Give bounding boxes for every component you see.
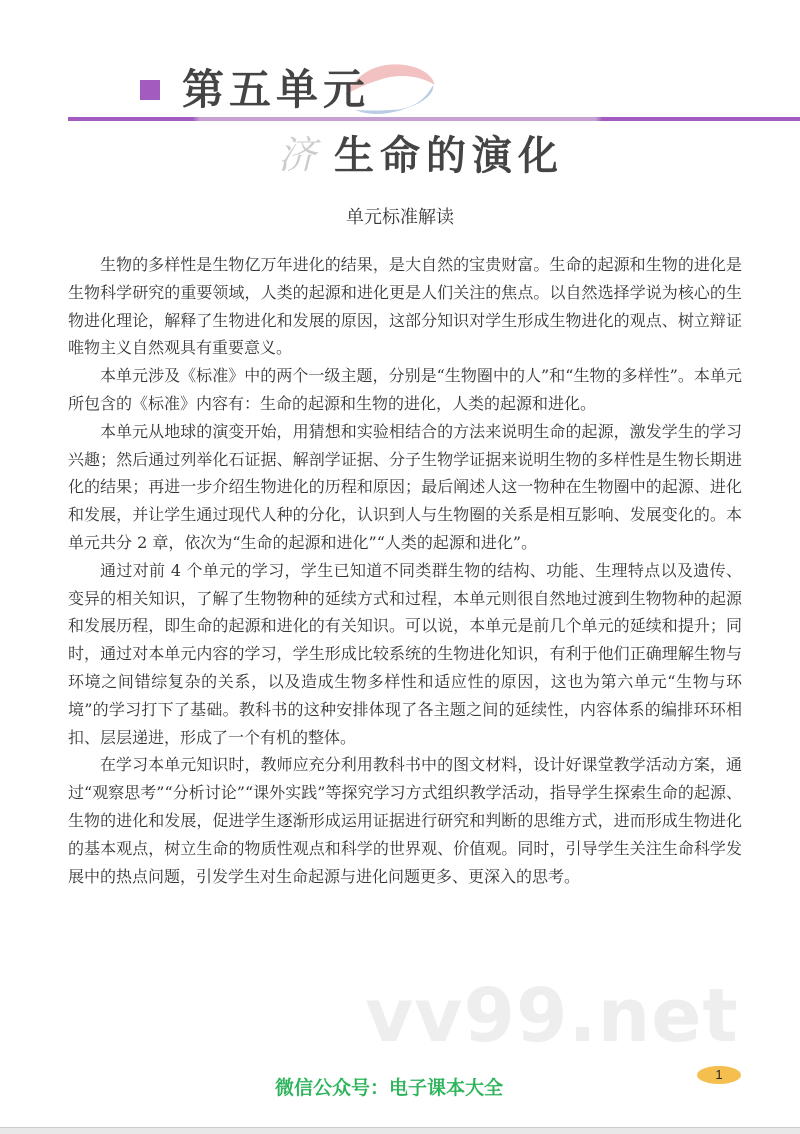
page-number: 1 [697,1066,741,1084]
unit-marker-square [140,80,160,100]
site-watermark: vv99.net [365,973,739,1059]
unit-title: 生命的演化 [334,133,564,179]
body-text [68,251,742,890]
ghost-watermark-text: 济 [278,133,317,177]
paragraph: 生物的多样性是生物亿万年进化的结果，是大自然的宝贵财富。生命的起源和生物的进化是生物科学研究的重要领域，人类的起源和进化更是人们关注的焦点。以自然选择学说为核心的生物进化理论，解释了生物进化和发展的原因，这部分知识对学生形成生物进化的观点、树立辩证唯物主义自然观具有重要意义。 [68,255,742,358]
unit-label: 第五单元 [182,65,371,114]
paragraph: 本单元从地球的演变开始，用猜想和实验相结合的方法来说明生命的起源，激发学生的学习兴趣；然后通过列举化石证据、解剖学证据、分子生物学证据来说明生物的多样性是生物长期进化的结果；再进一步介绍生物进化的历程和原因；最后阐述人这一物种在生物圈中的起源、进化和发展，并让学生通过现代人种的分化，认识到人与生物圈的关系是相互影响、发展变化的。本单元共分 2 章，依次为“生命的起源和进化”“人类的起源和进化”。 [68,421,742,552]
header-divider [68,117,800,121]
paragraph: 本单元涉及《标准》中的两个一级主题，分别是“生物圈中的人”和“生物的多样性”。本单元所包含的《标准》内容有：生命的起源和生物的进化，人类的起源和进化。 [68,366,742,413]
footer-text: 微信公众号：电子课本大全 [275,1077,504,1099]
paragraph: 通过对前 4 个单元的学习，学生已知道不同类群生物的结构、功能、生理特点以及遗传、变异的相关知识，了解了生物物种的延续方式和过程，本单元则很自然地过渡到生物物种的起源和发展历程，即生命的起源和进化的有关知识。可以说，本单元是前几个单元的延续和提升；同时，通过对本单元内容的学习，学生形成比较系统的生物进化知识，有利于他们正确理解生物与环境之间错综复杂的关系，以及造成生物多样性和适应性的原因，这也为第六单元“生物与环境”的学习打下了基础。教科书的这种安排体现了各主题之间的延续性，内容体系的编排环环相扣、层层递进，形成了一个有机的整体。 [68,560,742,747]
section-title: 单元标准解读 [346,207,454,228]
paragraph: 在学习本单元知识时，教师应充分利用教科书中的图文材料，设计好课堂教学活动方案，通过“观察思考”“分析讨论”“课外实践”等探究学习方式组织教学活动，指导学生探索生命的起源、生物的进化和发展，促进学生逐渐形成运用证据进行研究和判断的思维方式，进而形成生物进化的基本观点，树立生命的物质性观点和科学的世界观、价值观。同时，引导学生关注生命科学发展中的热点问题，引发学生对生命起源与进化问题更多、更深入的思考。 [68,755,742,886]
